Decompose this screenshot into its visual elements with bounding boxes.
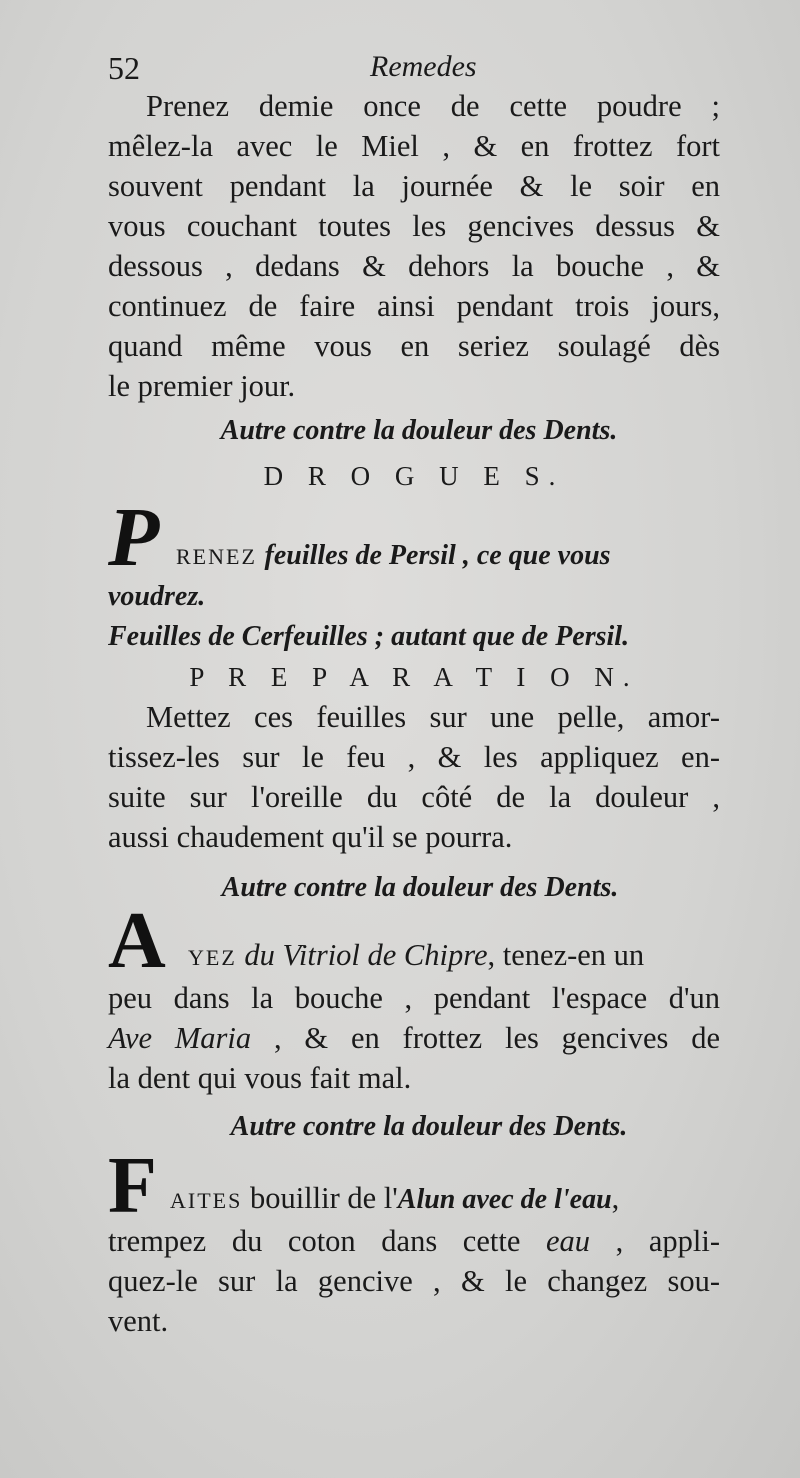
recipe-2	[108, 867, 720, 1098]
text-segment: bouillir de l'	[249, 1181, 398, 1215]
text-line: Mettez ces feuilles sur une pelle, amor-	[146, 700, 720, 734]
text-line: dessous , dedans & dehors la bouche , &	[108, 249, 720, 283]
text-line: la dent qui vous fait mal.	[108, 1061, 412, 1095]
recipe-3	[108, 1106, 720, 1341]
italic-text: eau	[545, 1224, 591, 1258]
drop-cap: F	[108, 1142, 157, 1230]
recipe-1	[108, 410, 720, 857]
text-line: le premier jour.	[108, 369, 296, 403]
page-header	[108, 50, 720, 90]
drogues-label: D R O G U E S.	[263, 461, 565, 491]
text-line	[108, 1018, 720, 1058]
small-caps-word: YEZ	[188, 945, 237, 970]
drop-cap: A	[108, 897, 166, 985]
text-line: suite sur l'oreille du côté de la douleur ,	[108, 780, 720, 814]
text-line: Feuilles de Cerfeuilles ; autant que de Persil.	[108, 621, 630, 652]
text-line	[108, 1142, 720, 1230]
text-line: peu dans la bouche , pendant l'espace d'un	[108, 981, 720, 1015]
text-line: quez-le sur la gencive , & le changez sou-	[108, 1264, 720, 1298]
small-caps-word: AITES	[170, 1188, 243, 1213]
section-heading: Autre contre la douleur des Dents.	[221, 872, 619, 903]
text-line	[108, 897, 720, 985]
text-line: aussi chaudement qu'il se pourra.	[108, 820, 513, 854]
page-number: 52	[108, 50, 140, 86]
text-line	[108, 491, 720, 584]
section-continuation	[108, 86, 720, 406]
italic-text: du Vitriol de Chipre	[244, 938, 488, 972]
text-line	[108, 1221, 720, 1261]
text-line: mêlez-la avec le Miel , & en frottez fort	[108, 129, 720, 163]
text-line: souvent pendant la journée & le soir en	[108, 169, 720, 203]
text-line: voudrez.	[108, 581, 206, 612]
text-line: tissez-les sur le feu , & les appliquez en-	[108, 740, 720, 774]
text-segment: trempez du coton dans cette	[108, 1224, 521, 1258]
text-line: Prenez demie once de cette poudre ;	[146, 89, 720, 123]
text-line: vous couchant toutes les gencives dessus &	[108, 209, 720, 243]
italic-text: Alun avec de l'eau	[397, 1184, 612, 1215]
drop-cap: P	[108, 491, 160, 584]
italic-text: Ave Maria	[108, 1021, 252, 1055]
text-line: continuez de faire ainsi pendant trois jours,	[108, 289, 720, 323]
small-caps-word: RENEZ	[176, 544, 257, 569]
text-segment: , appli-	[615, 1224, 720, 1258]
text-line: vent.	[108, 1304, 169, 1338]
text-segment: , & en frottez les gencives de	[273, 1021, 720, 1055]
page-body	[108, 86, 720, 1341]
text-line: quand même vous en seriez soulagé dès	[108, 329, 720, 363]
section-heading: Autre contre la douleur des Dents.	[230, 1111, 628, 1142]
preparation-label: P R E P A R A T I O N.	[189, 662, 639, 692]
italic-text: feuilles de Persil , ce que vous	[264, 540, 611, 571]
section-heading: Autre contre la douleur des Dents.	[220, 415, 618, 446]
running-head: Remedes	[370, 50, 477, 83]
text-segment: ,	[611, 1181, 620, 1215]
text-segment: , tenez-en un	[487, 938, 645, 972]
